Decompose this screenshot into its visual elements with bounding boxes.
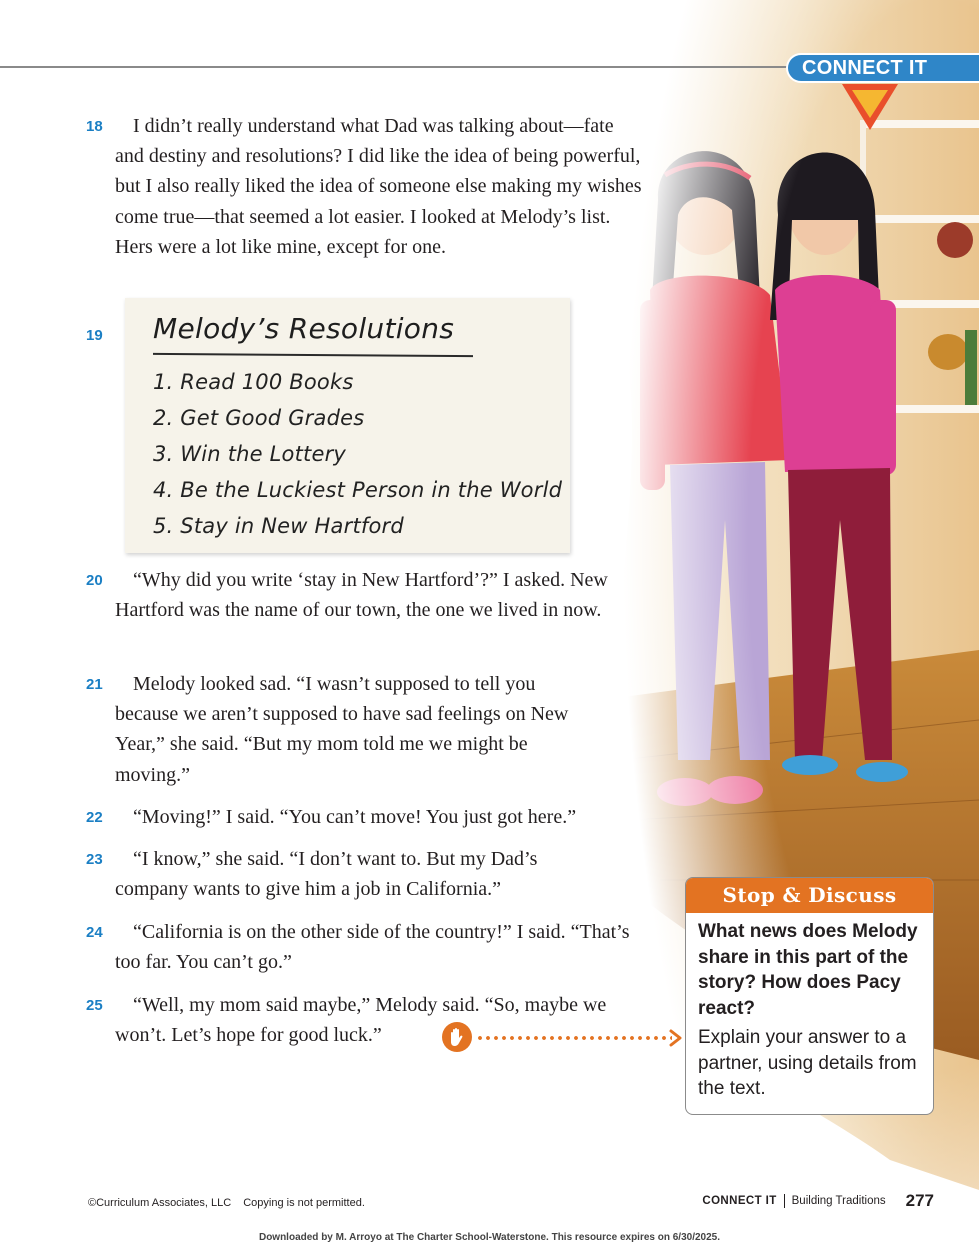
download-notice: Downloaded by M. Arroyo at The Charter School-Waterstone. This resource expires on 6/30/2025.	[258, 1232, 721, 1243]
paragraph-text: “Why did you write ‘stay in New Hartford’?” I asked. New Hartford was the name of our town, the one we lived in now.	[115, 569, 608, 622]
discuss-title: Stop & Discuss	[686, 878, 933, 913]
note-underline	[153, 353, 473, 357]
resolutions-list	[153, 364, 562, 544]
paragraph-18	[115, 111, 645, 262]
section-tab: CONNECT IT	[786, 53, 979, 83]
page-number: 277	[905, 1191, 934, 1210]
paragraph-24	[115, 917, 630, 977]
footer-section-info	[702, 1191, 934, 1211]
paragraph-text: I didn’t really understand what Dad was talking about—fate and destiny and resolutions? I did like the idea of being powerful, but I also really liked the idea of someone else making my wishes come true—that seemed a lot easier. I looked at Melody’s list. Hers were a lot like mine, except for one.	[115, 115, 642, 258]
paragraph-text: Melody looked sad. “I wasn’t supposed to tell you because we aren’t supposed to have sad feelings on New Year,” she said. “But my mom told me we might be moving.”	[115, 673, 569, 786]
footer-divider	[784, 1194, 785, 1208]
copy-notice: Copying is not permitted.	[243, 1197, 365, 1209]
resolution-item: 2. Get Good Grades	[153, 406, 365, 430]
paragraph-23	[115, 844, 585, 904]
stop-hand-icon	[441, 1021, 473, 1053]
paragraph-number: 24	[86, 924, 103, 941]
dotted-arrow-icon	[668, 1029, 684, 1047]
resolution-item: 1. Read 100 Books	[153, 370, 354, 394]
discuss-question: What news does Melody share in this part of the story? How does Pacy react?	[698, 921, 918, 1019]
dotted-arrow-line	[476, 1036, 672, 1040]
paragraph-number: 21	[86, 676, 103, 693]
header-rule	[0, 66, 800, 68]
paragraph-number: 23	[86, 851, 103, 868]
paragraph-22	[115, 802, 625, 832]
discuss-instruction: Explain your answer to a partner, using details from the text.	[698, 1027, 917, 1099]
paragraph-number: 20	[86, 572, 103, 589]
paragraph-number: 18	[86, 118, 103, 135]
stop-and-discuss-box	[685, 877, 934, 1115]
resolution-item: 5. Stay in New Hartford	[153, 514, 404, 538]
paragraph-number: 25	[86, 997, 103, 1014]
paragraph-number: 19	[86, 327, 103, 344]
paragraph-text: “Moving!” I said. “You can’t move! You just got here.”	[133, 806, 577, 828]
paragraph-text: “I know,” she said. “I don’t want to. But my Dad’s company wants to give him a job in California.”	[115, 848, 538, 901]
paragraph-text: “Well, my mom said maybe,” Melody said. “So, maybe we won’t. Let’s hope for good luck.”	[115, 994, 607, 1047]
resolution-item: 4. Be the Luckiest Person in the World	[153, 478, 563, 502]
paragraph-20	[115, 565, 625, 625]
copyright-text: ©Curriculum Associates, LLC	[88, 1197, 232, 1209]
paragraph-number: 22	[86, 809, 103, 826]
paragraph-21	[115, 669, 600, 790]
footer-unit: Building Traditions	[791, 1195, 886, 1207]
note-title: Melody’s Resolutions	[153, 312, 455, 345]
paragraph-text: “California is on the other side of the country!” I said. “That’s too far. You can’t go.”	[115, 921, 630, 974]
paragraph-25	[115, 990, 627, 1050]
resolutions-note	[125, 298, 570, 553]
resolution-item: 3. Win the Lottery	[153, 442, 347, 466]
footer-copyright	[88, 1197, 365, 1209]
footer-section: CONNECT IT	[702, 1195, 777, 1207]
